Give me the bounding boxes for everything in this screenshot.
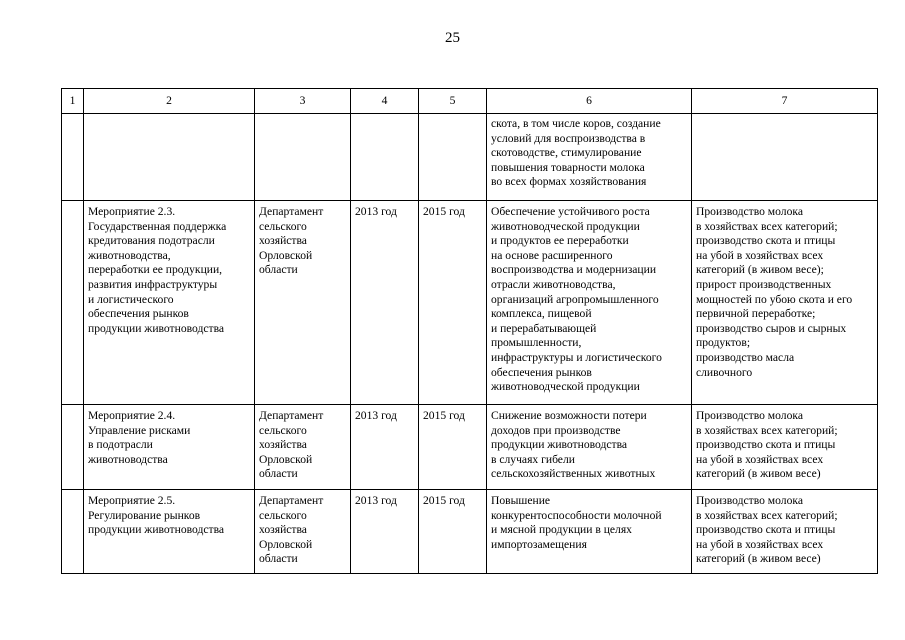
cell-start-year [351, 405, 419, 490]
cell-start-year-text: 2013 год [355, 205, 397, 218]
header-col-6: 6 [487, 89, 692, 114]
cell-measure [84, 201, 255, 405]
cell-indicators-text: Производство молока в хозяйствах всех категорий; производство скота и птицы на убой в хозяйствах всех категорий (в живом весе); прирост производственных мощностей по убою скота и его первичной переработке; производство сыров и сырных продуктов; производство масла сливочного [696, 205, 853, 379]
measures-table [61, 88, 878, 574]
cell-executor-text: Департамент сельского хозяйства Орловской области [259, 494, 324, 566]
cell-executor [255, 490, 351, 574]
cell-expected-result-text: Повышение конкурентоспособности молочной и мясной продукции в целях импортозамещения [491, 494, 662, 551]
cell-measure [84, 405, 255, 490]
cell-end-year [419, 201, 487, 405]
header-col-1: 1 [62, 89, 84, 114]
cell-executor-text: Департамент сельского хозяйства Орловской области [259, 409, 324, 481]
header-col-5: 5 [419, 89, 487, 114]
cell-end-year [419, 490, 487, 574]
cell-end-year-text: 2015 год [423, 205, 465, 218]
cell-expected-result [487, 201, 692, 405]
table-row-measure-2-3 [62, 201, 878, 405]
cell-indicators-text: Производство молока в хозяйствах всех категорий; производство скота и птицы на убой в хозяйствах всех категорий (в живом весе) [696, 494, 838, 566]
cell-number [62, 490, 84, 574]
header-col-2: 2 [84, 89, 255, 114]
cell-measure [84, 490, 255, 574]
cell-start-year [351, 114, 419, 201]
table-row-continuation [62, 114, 878, 201]
cell-measure-text: Мероприятие 2.3. Государственная поддержка кредитования подотрасли животноводства, переработки ее продукции, развития инфраструктуры и логистического обеспечения рынков продукции животноводства [88, 205, 227, 335]
cell-expected-result-text: Снижение возможности потери доходов при производстве продукции животноводства в случаях гибели сельскохозяйственных животных [491, 409, 656, 481]
cell-number [62, 201, 84, 405]
cell-indicators [692, 405, 878, 490]
cell-indicators [692, 114, 878, 201]
cell-number [62, 405, 84, 490]
cell-start-year [351, 490, 419, 574]
cell-expected-result [487, 405, 692, 490]
cell-indicators [692, 490, 878, 574]
cell-expected-result [487, 490, 692, 574]
header-col-3: 3 [255, 89, 351, 114]
cell-end-year-text: 2015 год [423, 494, 465, 507]
cell-expected-result-text: скота, в том числе коров, создание условий для воспроизводства в скотоводстве, стимулирование повышения товарности молока во всех формах хозяйствования [491, 117, 661, 189]
cell-expected-result-text: Обеспечение устойчивого роста животноводческой продукции и продуктов ее переработки на основе расширенного воспроизводства и модернизации отрасли животноводства, организаций агропромышленного комплекса, пищевой и перерабатывающей промышленности, инфраструктуры и логистического обеспечения рынков животноводческой продукции [491, 205, 662, 394]
table-row-measure-2-4 [62, 405, 878, 490]
cell-end-year [419, 114, 487, 201]
cell-start-year-text: 2013 год [355, 494, 397, 507]
header-col-7: 7 [692, 89, 878, 114]
header-col-4: 4 [351, 89, 419, 114]
table-row-measure-2-5 [62, 490, 878, 574]
cell-measure [84, 114, 255, 201]
cell-start-year-text: 2013 год [355, 409, 397, 422]
cell-expected-result [487, 114, 692, 201]
cell-end-year-text: 2015 год [423, 409, 465, 422]
header-row [62, 89, 878, 114]
cell-indicators-text: Производство молока в хозяйствах всех категорий; производство скота и птицы на убой в хозяйствах всех категорий (в живом весе) [696, 409, 838, 481]
cell-start-year [351, 201, 419, 405]
cell-end-year [419, 405, 487, 490]
page-number: 25 [445, 30, 460, 46]
cell-executor [255, 114, 351, 201]
cell-indicators [692, 201, 878, 405]
cell-number [62, 114, 84, 201]
cell-measure-text: Мероприятие 2.5. Регулирование рынков продукции животноводства [88, 494, 225, 537]
cell-executor-text: Департамент сельского хозяйства Орловской области [259, 205, 324, 277]
cell-measure-text: Мероприятие 2.4. Управление рисками в подотрасли животноводства [88, 409, 191, 466]
cell-executor [255, 201, 351, 405]
cell-executor [255, 405, 351, 490]
